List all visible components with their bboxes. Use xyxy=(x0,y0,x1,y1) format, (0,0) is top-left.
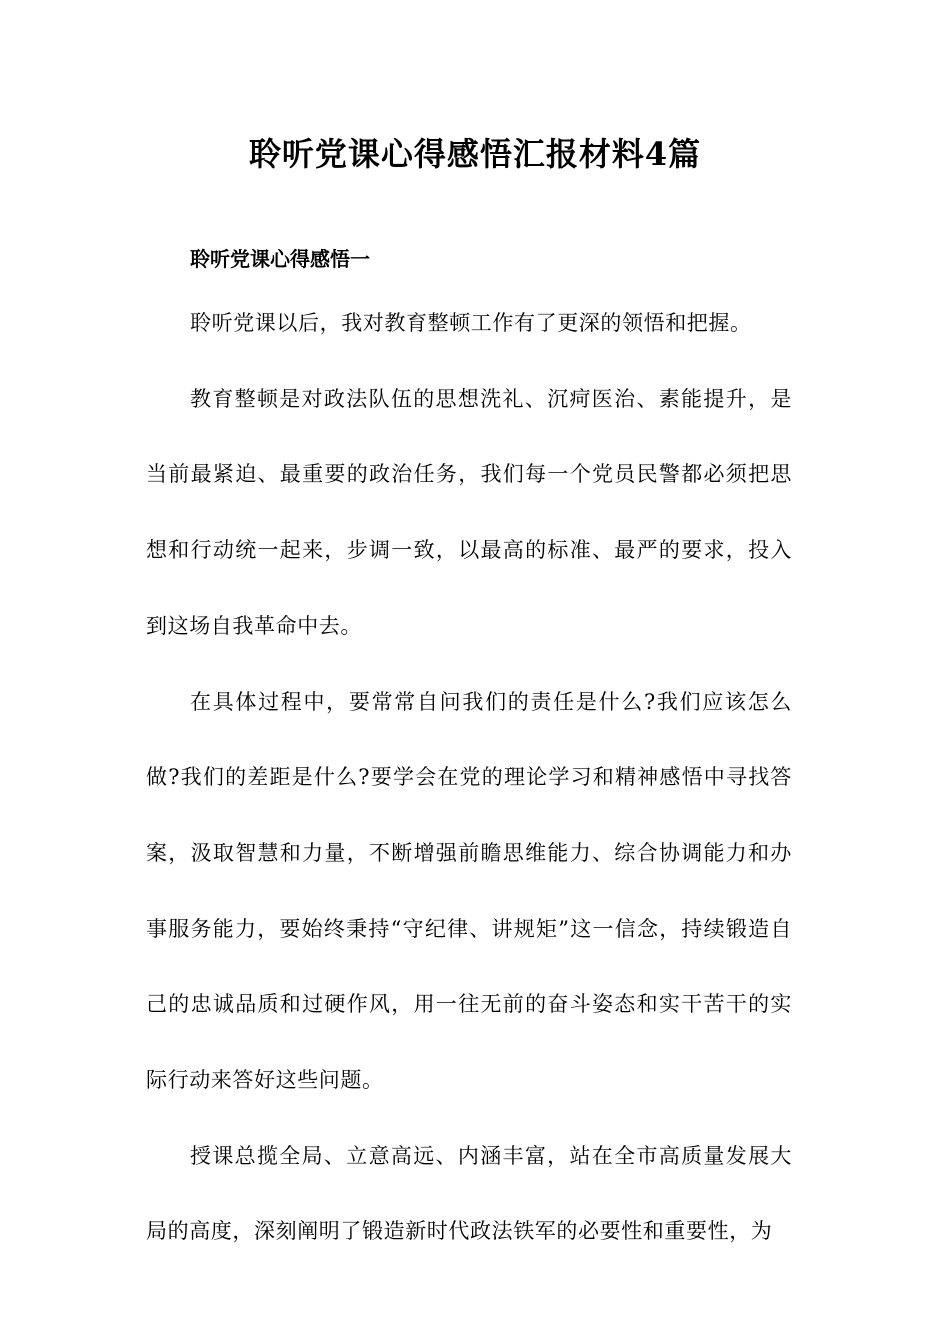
paragraph-4: 授课总揽全局、立意高远、内涵丰富，站在全市高质量发展大局的高度，深刻阐明了锻造新时代政法铁军的必要性和重要性，为 xyxy=(146,1143,792,1244)
paragraph-3: 在具体过程中，要常常自问我们的责任是什么?我们应该怎么做?我们的差距是什么?要学会在党的理论学习和精神感悟中寻找答案，汲取智慧和力量，不断增强前瞻思维能力、综合协调能力和办事服务能力，要始终秉持“守纪律、讲规矩”这一信念，持续锻造自己的忠诚品质和过硬作风，用一往无前的奋斗姿态和实干苦干的实际行动来答好这些问题。 xyxy=(146,689,792,1093)
paragraph-2: 教育整顿是对政法队伍的思想洗礼、沉疴医治、素能提升，是当前最紧迫、最重要的政治任务，我们每一个党员民警都必须把思想和行动统一起来，步调一致，以最高的标准、最严的要求，投入到这场自我革命中去。 xyxy=(146,386,792,638)
section-heading: 聆听党课心得感悟一 xyxy=(190,247,370,271)
document-body xyxy=(146,232,792,1270)
document-title: 聆听党课心得感悟汇报材料4篇 xyxy=(248,135,702,173)
paragraph-1: 聆听党课以后，我对教育整顿工作有了更深的领悟和把握。 xyxy=(190,311,752,335)
